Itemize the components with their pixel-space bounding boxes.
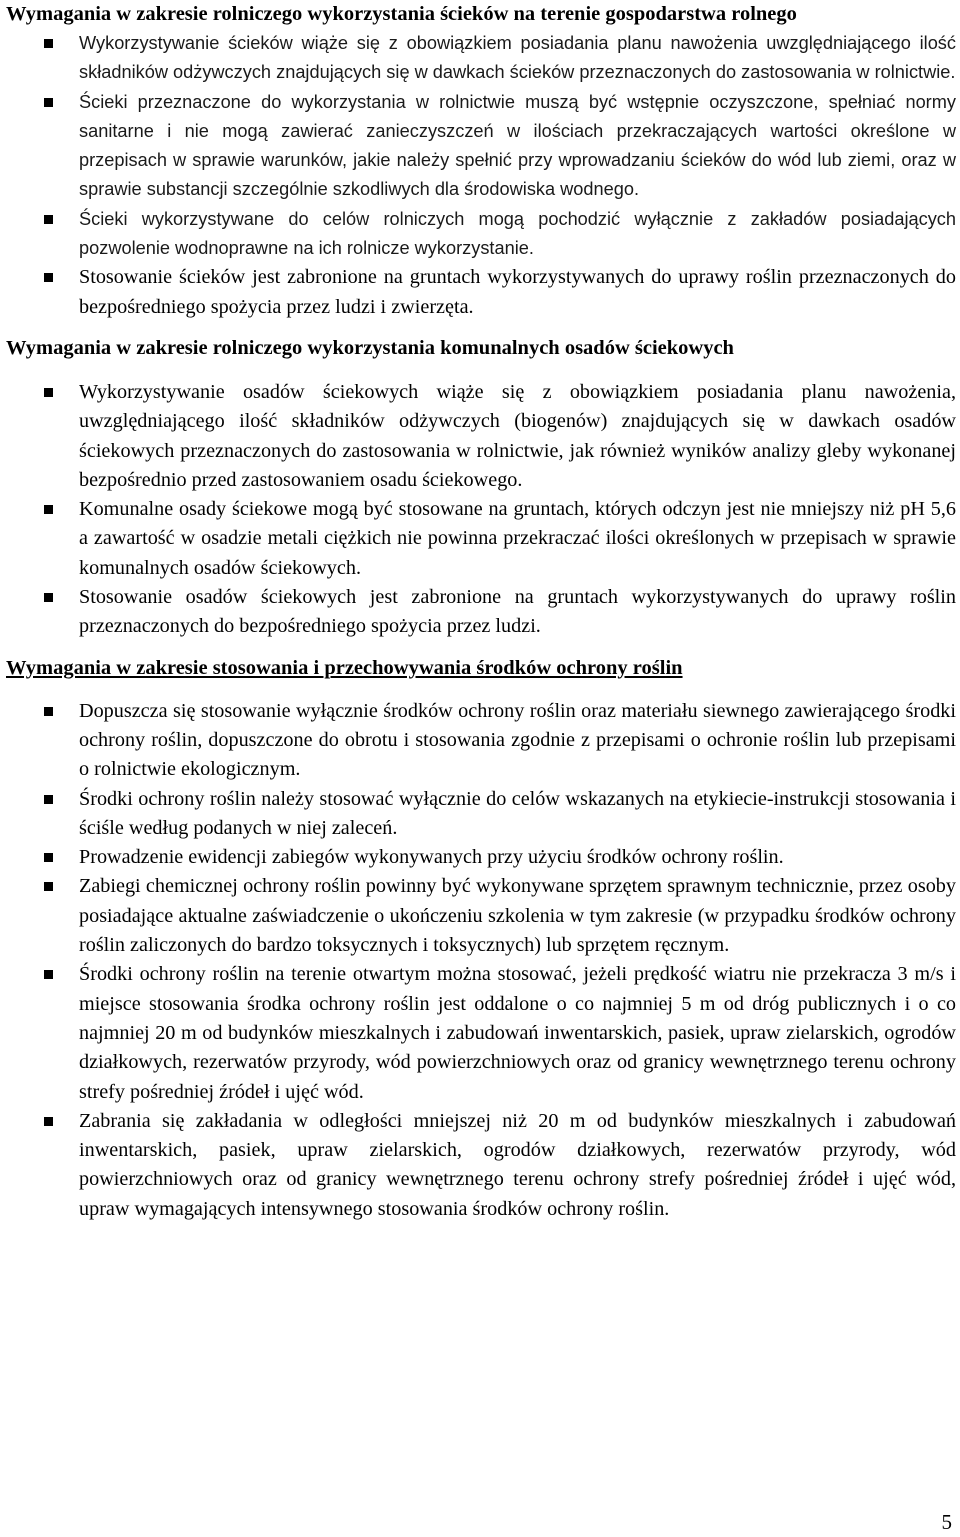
list-item — [6, 378, 956, 495]
list-item-text: Zabrania się zakładania w odległości mniejszej niż 20 m od budynków mieszkalnych i zabudowań inwentarskich, pasiek, upraw zielarskich, ogrodów działkowych, rezerwatów przyrody, wód powierzchniowych oraz od granicy wewnętrznego terenu ochrony strefy pośredniej źródeł i ujęć wód, upraw wymagających intensywnego stosowania środków ochrony roślin. — [79, 1109, 956, 1220]
list-item — [6, 205, 956, 264]
list-item — [6, 785, 956, 844]
list-item — [6, 697, 956, 785]
list-item — [6, 1107, 956, 1224]
square-bullet-icon — [44, 388, 53, 397]
section-heading-plant-protection: Wymagania w zakresie stosowania i przechowywania środków ochrony roślin — [6, 656, 683, 679]
document-page — [6, 0, 956, 1224]
list-item — [6, 263, 956, 322]
list-item-text: Środki ochrony roślin na terenie otwartym można stosować, jeżeli prędkość wiatru nie przekracza 3 m/s i miejsce stosowania środka ochrony roślin jest oddalone o co najmniej 5 m od dróg publicznych i o co najmniej 20 m od budynków mieszkalnych i zabudowań inwentarskich, pasiek, upraw zielarskich, ogrodów działkowych, rezerwatów przyrody, wód powierzchniowych oraz od granicy wewnętrznego terenu ochrony strefy pośredniej źródeł i ujęć wód. — [79, 963, 956, 1103]
square-bullet-icon — [44, 98, 53, 107]
page-number: 5 — [941, 1510, 952, 1534]
list-item-text: Zabiegi chemicznej ochrony roślin powinny być wykonywane sprzętem sprawnym technicznie, przez osoby posiadające aktualne zaświadczenie o ukończeniu szkolenia w tym zakresie (w przypadku środków ochrony roślin zaliczonych do bardzo toksycznych i toksycznych) lub sprzętem ręcznym. — [79, 875, 956, 957]
square-bullet-icon — [44, 882, 53, 891]
square-bullet-icon — [44, 215, 53, 224]
list-item-text: Wykorzystywanie ścieków wiąże się z obowiązkiem posiadania planu nawożenia uwzględniającego ilość składników odżywczych znajdujących się w dawkach ścieków przeznaczonych do zastosowania w rolnictwie. — [79, 33, 956, 83]
square-bullet-icon — [44, 970, 53, 979]
list-item — [6, 872, 956, 960]
square-bullet-icon — [44, 505, 53, 514]
list-item-text: Komunalne osady ściekowe mogą być stosowane na gruntach, których odczyn jest nie mniejszy niż pH 5,6 a zawartość w osadzie metali ciężkich nie powinna przekraczać ilości określonych w przepisach w sprawie komunalnych osadów ściekowych. — [79, 498, 956, 579]
list-item — [6, 495, 956, 583]
list-item — [6, 29, 956, 88]
section-heading-sludge: Wymagania w zakresie rolniczego wykorzystania komunalnych osadów ściekowych — [6, 336, 734, 359]
section-heading-sewage: Wymagania w zakresie rolniczego wykorzystania ścieków na terenie gospodarstwa rolnego — [6, 3, 797, 25]
square-bullet-icon — [44, 39, 53, 48]
square-bullet-icon — [44, 273, 53, 282]
section-list-plant-protection — [6, 697, 956, 1224]
list-item-text: Ścieki wykorzystywane do celów rolniczych mogą pochodzić wyłącznie z zakładów posiadających pozwolenie wodnoprawne na ich rolnicze wykorzystanie. — [79, 208, 956, 259]
list-item-text: Dopuszcza się stosowanie wyłącznie środków ochrony roślin oraz materiału siewnego zawierającego środki ochrony roślin, dopuszczone do obrotu i stosowania zgodnie z przepisami o ochronie roślin lub przepisami o rolnictwie ekologicznym. — [79, 699, 956, 781]
list-item — [6, 843, 956, 872]
section-list-sludge — [6, 378, 956, 642]
square-bullet-icon — [44, 593, 53, 602]
list-item — [6, 583, 956, 642]
list-item-text: Środki ochrony roślin należy stosować wyłącznie do celów wskazanych na etykiecie-instrukcji stosowania i ściśle według podanych w niej zaleceń. — [79, 787, 956, 839]
list-item-text: Stosowanie ścieków jest zabronione na gruntach wykorzystywanych do uprawy roślin przeznaczonych do bezpośredniego spożycia przez ludzi i zwierzęta. — [79, 266, 956, 318]
list-item-text: Stosowanie osadów ściekowych jest zabronione na gruntach wykorzystywanych do uprawy roślin przeznaczonych do bezpośredniego spożycia przez ludzi. — [79, 586, 956, 638]
list-item — [6, 88, 956, 205]
square-bullet-icon — [44, 795, 53, 804]
list-item — [6, 960, 956, 1106]
square-bullet-icon — [44, 853, 53, 862]
section-list-sewage — [6, 29, 956, 322]
list-item-text: Ścieki przeznaczone do wykorzystania w rolnictwie muszą być wstępnie oczyszczone, spełniać normy sanitarne i nie mogą zawierać zanieczyszczeń w ilościach przekraczających wartości określone w przepisach w sprawie warunków, jakie należy spełnić przy wprowadzaniu ścieków do wód lub ziemi, oraz w sprawie substancji szczególnie szkodliwych dla środowiska wodnego. — [79, 91, 956, 200]
square-bullet-icon — [44, 707, 53, 716]
square-bullet-icon — [44, 1117, 53, 1126]
list-item-text: Wykorzystywanie osadów ściekowych wiąże się z obowiązkiem posiadania planu nawożenia, uwzględniającego ilość składników odżywczych (biogenów) znajdujących się w dawkach osadów ściekowych przeznaczonych do zastosowania w rolnictwie, jak również wyników analizy gleby wykonanej bezpośrednio przed zastosowaniem osadu ściekowego. — [79, 380, 956, 491]
list-item-text: Prowadzenie ewidencji zabiegów wykonywanych przy użyciu środków ochrony roślin. — [79, 846, 784, 869]
